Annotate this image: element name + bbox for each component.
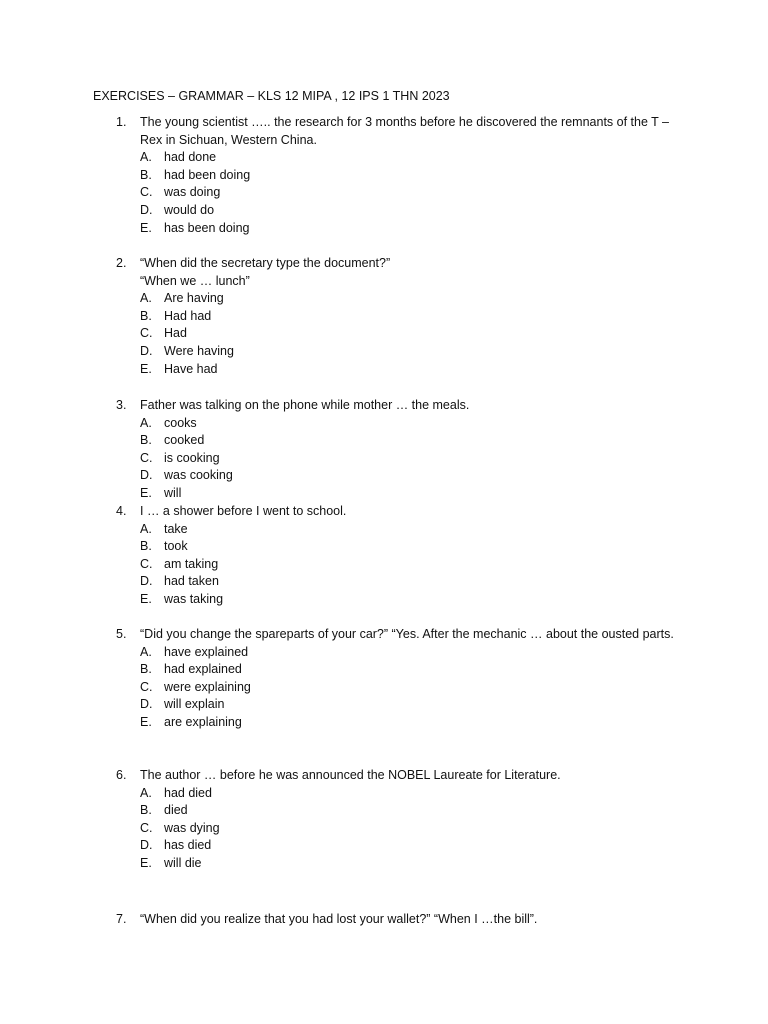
option-b (140, 538, 676, 556)
question-text: The young scientist ….. the research for 3 months before he discovered the remnants of the T – Rex in Sichuan, Western China. (140, 115, 669, 147)
question-number: 1. (116, 115, 127, 129)
option-text: was taking (164, 591, 224, 606)
option-letter: B. (140, 662, 152, 677)
option-text: Had had (164, 308, 212, 323)
option-text: had taken (164, 574, 219, 589)
option-d (140, 837, 676, 855)
question-7 (116, 911, 676, 929)
option-letter: A. (140, 415, 152, 430)
option-letter: C. (140, 326, 153, 341)
question-number: 6. (116, 768, 127, 782)
option-a (140, 521, 676, 539)
option-b (140, 308, 676, 326)
option-d (140, 343, 676, 361)
option-letter: C. (140, 556, 153, 571)
option-letter: C. (140, 820, 153, 835)
option-a (140, 415, 676, 433)
option-letter: B. (140, 167, 152, 182)
option-text: am taking (164, 556, 219, 571)
option-a (140, 644, 676, 662)
option-text: took (164, 539, 188, 554)
question-text: “Did you change the spareparts of your car?” “Yes. After the mechanic … about the ousted parts. (140, 627, 674, 641)
option-b (140, 802, 676, 820)
option-letter: B. (140, 803, 152, 818)
question-2 (116, 255, 676, 378)
option-text: Are having (164, 291, 224, 306)
option-text: had died (164, 785, 212, 800)
question-text: I … a shower before I went to school. (140, 504, 347, 518)
option-letter: E. (140, 714, 152, 729)
question-5 (116, 626, 676, 732)
option-c (140, 450, 676, 468)
option-b (140, 432, 676, 450)
option-text: cooks (164, 415, 197, 430)
option-letter: E. (140, 361, 152, 376)
option-text: Have had (164, 361, 218, 376)
question-number: 2. (116, 256, 127, 270)
option-letter: C. (140, 450, 153, 465)
option-e (140, 485, 676, 503)
option-letter: E. (140, 220, 152, 235)
option-a (140, 785, 676, 803)
question-6 (116, 767, 676, 873)
question-number: 7. (116, 912, 127, 926)
option-text: have explained (164, 644, 249, 659)
option-c (140, 184, 676, 202)
option-a (140, 290, 676, 308)
page-title: EXERCISES – GRAMMAR – KLS 12 MIPA , 12 IPS 1 THN 2023 (93, 89, 450, 103)
option-c (140, 325, 676, 343)
question-3 (116, 397, 676, 503)
option-e (140, 714, 676, 732)
option-text: was dying (164, 820, 220, 835)
option-text: Were having (164, 343, 234, 358)
option-e (140, 855, 676, 873)
option-text: has been doing (164, 220, 250, 235)
option-text: had done (164, 150, 217, 165)
option-letter: D. (140, 202, 153, 217)
option-d (140, 573, 676, 591)
question-number: 5. (116, 627, 127, 641)
option-letter: B. (140, 308, 152, 323)
option-text: died (164, 803, 188, 818)
option-letter: A. (140, 644, 152, 659)
option-letter: E. (140, 485, 152, 500)
option-text: will die (164, 855, 202, 870)
option-text: will explain (164, 697, 225, 712)
option-e (140, 220, 676, 238)
question-text: The author … before he was announced the NOBEL Laureate for Literature. (140, 768, 561, 782)
question-text: “When did you realize that you had lost your wallet?” “When I …the bill”. (140, 912, 538, 926)
option-letter: D. (140, 343, 153, 358)
option-letter: A. (140, 785, 152, 800)
option-letter: B. (140, 433, 152, 448)
option-letter: E. (140, 591, 152, 606)
option-text: has died (164, 838, 212, 853)
option-c (140, 556, 676, 574)
option-text: are explaining (164, 714, 242, 729)
question-4 (116, 503, 676, 609)
question-1 (116, 114, 676, 237)
option-letter: D. (140, 838, 153, 853)
option-d (140, 202, 676, 220)
option-letter: C. (140, 185, 153, 200)
option-letter: C. (140, 679, 153, 694)
question-number: 4. (116, 504, 127, 518)
option-b (140, 661, 676, 679)
question-number: 3. (116, 398, 127, 412)
option-d (140, 696, 676, 714)
option-text: had been doing (164, 167, 251, 182)
option-a (140, 149, 676, 167)
option-text: were explaining (164, 679, 251, 694)
option-e (140, 361, 676, 379)
option-text: cooked (164, 433, 205, 448)
question-text-line-2: “When we … lunch” (140, 273, 250, 288)
option-letter: D. (140, 697, 153, 712)
option-letter: E. (140, 855, 152, 870)
question-text: “When did the secretary type the document?” (140, 256, 391, 270)
option-text: would do (164, 202, 215, 217)
option-text: was cooking (164, 468, 233, 483)
option-letter: D. (140, 574, 153, 589)
option-letter: A. (140, 150, 152, 165)
question-text: Father was talking on the phone while mother … the meals. (140, 398, 470, 412)
option-text: will (164, 485, 182, 500)
option-text: take (164, 521, 188, 536)
option-b (140, 167, 676, 185)
option-d (140, 467, 676, 485)
option-letter: A. (140, 521, 152, 536)
option-text: had explained (164, 662, 242, 677)
option-c (140, 679, 676, 697)
option-letter: D. (140, 468, 153, 483)
option-text: was doing (164, 185, 221, 200)
option-text: Had (164, 326, 187, 341)
option-c (140, 820, 676, 838)
option-letter: B. (140, 539, 152, 554)
option-text: is cooking (164, 450, 220, 465)
option-letter: A. (140, 291, 152, 306)
option-e (140, 591, 676, 609)
